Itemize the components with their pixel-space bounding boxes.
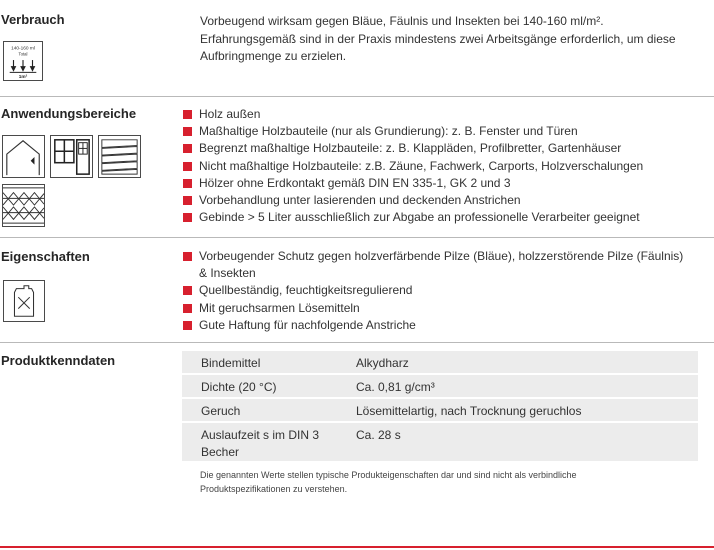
list-item-text: Nicht maßhaltige Holzbauteile: z.B. Zäune, Fachwerk, Carports, Holzverschalungen — [199, 158, 644, 173]
shutter-slats-icon — [98, 135, 141, 178]
list-item-text: Vorbeugender Schutz gegen holzverfärbende Pilze (Bläue), holzzerstörende Pilze (Fäulnis) — [199, 249, 684, 263]
table-cell-value: Ca. 0,81 g/cm³ — [356, 380, 435, 394]
list-item — [182, 158, 707, 175]
anwendung-list — [182, 106, 707, 226]
list-item-text: Gebinde > 5 Liter ausschließlich zur Abgabe an professionelle Verarbeiter geeignet — [199, 210, 640, 225]
table-row — [182, 375, 698, 399]
section-anwendungsbereiche — [0, 96, 714, 237]
bullet-square-icon — [183, 252, 192, 261]
table-row — [182, 399, 698, 423]
table-cell-key-line: Auslaufzeit s im DIN 3 — [201, 428, 320, 442]
list-item-text: Holz außen — [199, 107, 261, 121]
list-item — [182, 317, 707, 334]
table-row — [182, 351, 698, 375]
bullet-square-icon — [183, 127, 192, 136]
table-cell-key: Bindemittel — [201, 356, 261, 370]
bullet-square-icon — [183, 110, 192, 119]
list-item-text: Hölzer ohne Erdkontakt gemäß DIN EN 335-1, GK 2 und 3 — [199, 175, 511, 190]
table-cell-key — [201, 427, 341, 461]
list-item-text: & Insekten — [199, 266, 256, 281]
table-cell-key: Dichte (20 °C) — [201, 380, 277, 394]
bullet-square-icon — [183, 321, 192, 330]
list-item — [182, 282, 707, 299]
bullet-square-icon — [183, 304, 192, 313]
bullet-square-icon — [183, 196, 192, 205]
section-verbrauch — [0, 2, 714, 96]
table-row — [182, 423, 698, 463]
list-item — [182, 209, 707, 226]
verbrauch-text — [200, 13, 676, 66]
verbrauch-text-line: Aufbringmenge zu erzielen. — [200, 49, 347, 63]
list-item-text: Maßhaltige Holzbauteile (nur als Grundierung): z. B. Fenster und Türen — [199, 124, 578, 139]
consumption-total-label: Total — [18, 51, 28, 57]
bullet-square-icon — [183, 179, 192, 188]
lattice-fence-icon — [2, 184, 45, 227]
consumption-icon — [3, 41, 43, 81]
consumption-unit-label: 1m² — [18, 75, 28, 80]
list-item-text: Mit geruchsarmen Lösemitteln — [199, 300, 360, 315]
disclaimer-line: Produktspezifikationen zu verstehen. — [200, 484, 348, 494]
section-title-produktkenndaten: Produktkenndaten — [1, 353, 116, 368]
list-item-text: Begrenzt maßhaltige Holzbauteile: z. B. Klappläden, Profilbretter, Gartenhäuser — [199, 141, 622, 156]
section-eigenschaften — [0, 237, 714, 342]
list-item — [182, 300, 707, 317]
verbrauch-text-line: Vorbeugend wirksam gegen Bläue, Fäulnis und Insekten bei 140-160 ml/m². — [200, 14, 604, 28]
list-item-text: Vorbehandlung unter lasierenden und deckenden Anstrichen — [199, 193, 521, 208]
section-title-eigenschaften: Eigenschaften — [1, 249, 90, 264]
bullet-square-icon — [183, 144, 192, 153]
list-item-text: Quellbeständig, feuchtigkeitsregulierend — [199, 283, 413, 298]
list-item — [182, 123, 707, 140]
list-item — [182, 192, 707, 209]
bullet-square-icon — [183, 162, 192, 171]
bullet-square-icon — [183, 286, 192, 295]
disclaimer-line: Die genannten Werte stellen typische Produkteigenschaften dar und sind nicht als verbindliche — [200, 470, 577, 480]
section-title-verbrauch: Verbrauch — [1, 12, 65, 27]
table-cell-value: Ca. 28 s — [356, 428, 401, 442]
solvent-canister-icon — [3, 280, 45, 322]
list-item-text: Gute Haftung für nachfolgende Anstriche — [199, 317, 416, 332]
footer-accent-line — [0, 546, 714, 548]
house-exterior-icon — [2, 135, 45, 178]
table-cell-value: Alkydharz — [356, 356, 409, 370]
window-door-icon — [50, 135, 93, 178]
table-cell-key-line: Becher — [201, 445, 240, 459]
disclaimer-note — [200, 468, 670, 496]
bullet-square-icon — [183, 213, 192, 222]
list-item — [182, 140, 707, 157]
table-cell-value: Lösemittelartig, nach Trocknung geruchlos — [356, 404, 582, 418]
consumption-amount-label: 140-160 ml — [11, 46, 35, 52]
eigenschaften-list — [182, 248, 707, 334]
list-item — [182, 175, 707, 192]
section-title-anwendungsbereiche: Anwendungsbereiche — [1, 106, 137, 121]
table-cell-key: Geruch — [201, 404, 241, 418]
list-item — [182, 248, 707, 282]
list-item — [182, 106, 707, 123]
verbrauch-text-line: Erfahrungsgemäß sind in der Praxis mindestens zwei Arbeitsgänge erforderlich, um diese — [200, 31, 676, 46]
product-data-table — [182, 351, 698, 463]
